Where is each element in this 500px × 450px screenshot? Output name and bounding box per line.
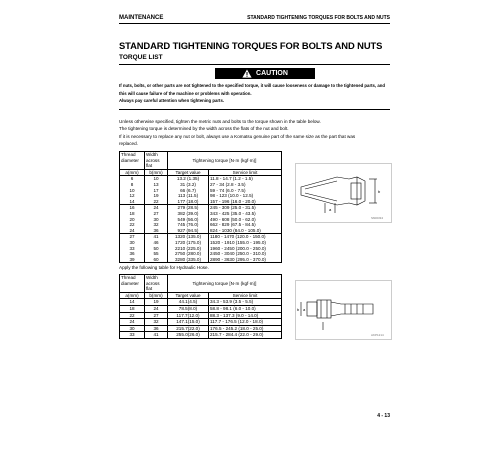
cell-a: 14 xyxy=(120,299,145,306)
cell-value: 10 xyxy=(153,176,159,182)
torque-table-bolts xyxy=(119,151,282,263)
cell-value: 2210 (225.0) xyxy=(174,245,202,251)
cell-value: 22 xyxy=(153,198,159,204)
col-torque-header: Tightening torque [N·m (kgf·m)] xyxy=(168,152,282,170)
unit-width: b(mm) xyxy=(145,169,168,176)
t1-group xyxy=(120,176,282,205)
caution-text xyxy=(119,82,391,105)
cell-value: 59 - 74 (6.0 - 7.5) xyxy=(210,187,246,193)
cell-a: 18 xyxy=(120,305,145,312)
cell-a xyxy=(120,205,145,234)
col-thread-header: Thread diameter xyxy=(120,152,145,170)
torque-table-hydraulic-hose xyxy=(119,274,282,339)
caution-rule xyxy=(119,109,390,110)
cell-value: 24 xyxy=(129,227,135,233)
figure-code: AKP1214 xyxy=(371,333,384,337)
cell-b: 32 xyxy=(145,319,168,326)
header-rule xyxy=(119,23,390,24)
caution-line: Always pay careful attention when tightening parts. xyxy=(119,98,225,104)
cell-value: 662 - 829 (67.5 - 84.5) xyxy=(210,222,256,228)
cell-value: 36 xyxy=(129,251,135,257)
unit-width: b(mm) xyxy=(145,292,168,299)
cell-s xyxy=(209,205,282,234)
cell-value: 30 xyxy=(129,239,135,245)
cell-a: 33 xyxy=(120,332,145,339)
cell-a xyxy=(120,234,145,263)
cell-value: 32 xyxy=(153,222,159,228)
t1-group xyxy=(120,205,282,234)
cell-value: 19 xyxy=(153,193,159,199)
cell-value: 927 (94.5) xyxy=(177,227,199,233)
cell-value: 824 - 1030 (84.0 - 105.0) xyxy=(210,227,261,233)
cell-value: 60 xyxy=(153,256,159,262)
cell-value: 46 xyxy=(153,239,159,245)
cell-a: 30 xyxy=(120,325,145,332)
cell-value: 16 xyxy=(129,205,135,211)
unit-thread: a(mm) xyxy=(120,292,145,299)
col-width-header: Width across flat xyxy=(145,275,168,293)
col-service-header: Service limit xyxy=(209,292,282,299)
cell-s: 34.3 - 53.9 (3.5 - 5.5) xyxy=(209,299,282,306)
col-width-header: Width across flat xyxy=(145,152,168,170)
dim-a-label: a xyxy=(329,207,332,212)
cell-b: 24 xyxy=(145,305,168,312)
intro-line: The tightening torque is determined by the width across the flats of the nut and bolt. xyxy=(119,126,289,132)
bolt-nut-figure xyxy=(295,163,392,223)
cell-t: 78.5(8.0) xyxy=(168,305,209,312)
cell-b xyxy=(145,205,168,234)
table-row xyxy=(120,305,282,312)
header-section: MAINTENANCE xyxy=(119,15,164,21)
cell-t xyxy=(168,205,209,234)
cell-value: 41 xyxy=(153,234,159,240)
cell-value: 157 - 196 (16.0 - 20.0) xyxy=(210,198,256,204)
cell-value: 17 xyxy=(153,187,159,193)
cell-value: 1320 (135.0) xyxy=(174,234,202,240)
cell-a xyxy=(120,176,145,205)
cell-value: 382 (39.0) xyxy=(177,210,199,216)
cell-value: 2450 - 3040 (250.0 - 310.0) xyxy=(210,251,266,257)
table-row xyxy=(120,325,282,332)
cell-b: 19 xyxy=(145,299,168,306)
dim-b-label: b xyxy=(297,307,300,312)
intro-text xyxy=(119,118,391,147)
dim-b-label: b xyxy=(378,189,381,194)
hydraulic-hose-figure xyxy=(295,280,392,340)
cell-value: 27 xyxy=(129,234,135,240)
intro-line: replaced. xyxy=(119,140,138,146)
table-row xyxy=(120,332,282,339)
cell-value: 11.8 - 14.7 (1.2 - 1.5) xyxy=(210,176,253,182)
section-subtitle: TORQUE LIST xyxy=(119,54,163,61)
unit-thread: a(mm) xyxy=(120,169,145,176)
hose-fitting-drawing xyxy=(301,300,373,330)
intro-line: Unless otherwise specified, tighten the metric nuts and bolts to the torque shown in the table below. xyxy=(119,119,321,124)
cell-value: 490 - 608 (50.0 - 62.0) xyxy=(210,216,256,222)
cell-value: 98 - 123 (10.0 - 12.5) xyxy=(210,193,254,199)
col-thread-header: Thread diameter xyxy=(120,275,145,293)
caution-line: this will cause failure of the machine or problems with operation. xyxy=(119,90,252,96)
cell-s: 215.7 - 284.4 (22.0 - 29.0) xyxy=(209,332,282,339)
cell-value: 1520 - 1910 (155.0 - 195.0) xyxy=(210,239,266,245)
caution-line: If nuts, bolts, or other parts are not tightened to the specified torque, it will cause looseness or damage to the tightened parts, and xyxy=(119,83,385,88)
cell-value: 33 xyxy=(129,245,135,251)
cell-value: 13.2 (1.35) xyxy=(176,176,200,182)
table-row xyxy=(120,205,282,234)
cell-value: 36 xyxy=(153,227,159,233)
cell-value: 27 xyxy=(153,210,159,216)
cell-value: 279 (28.5) xyxy=(177,205,199,211)
cell-value: 1720 (175.0) xyxy=(174,239,202,245)
dim-a-label: a xyxy=(303,307,306,312)
cell-b: 27 xyxy=(145,312,168,319)
cell-value: 549 (56.0) xyxy=(177,216,199,222)
cell-s: 176.5 - 245.2 (18.0 - 25.0) xyxy=(209,325,282,332)
cell-value: 27 - 34 (2.8 - 3.5) xyxy=(210,181,246,187)
table-row xyxy=(120,176,282,205)
cell-value: 113 (11.5) xyxy=(177,193,199,199)
page-number: 4 - 13 xyxy=(377,413,390,419)
cell-value: 8 xyxy=(130,181,134,187)
cell-value: 2890 - 3630 (295.0 - 370.0) xyxy=(210,256,266,262)
cell-value: 18 xyxy=(129,210,135,216)
cell-value: 30 xyxy=(153,216,159,222)
cell-t: 44.1(4.5) xyxy=(168,299,209,306)
cell-value: 1960 - 2450 (200.0 - 250.0) xyxy=(210,245,266,251)
cell-value: 31 (3.2) xyxy=(180,181,196,187)
apply-note: Apply the following table for Hydraulic Hose. xyxy=(119,265,209,270)
cell-t: 255.0(26.0) xyxy=(168,332,209,339)
cell-value: 6 xyxy=(130,176,134,182)
cell-value: 14 xyxy=(129,198,135,204)
cell-value: 66 (6.7) xyxy=(180,187,196,193)
cell-value: 50 xyxy=(153,245,159,251)
cell-s: 58.8 - 98.1 (6.0 - 10.0) xyxy=(209,305,282,312)
warning-triangle-icon xyxy=(242,69,252,78)
cell-s xyxy=(209,234,282,263)
table-row xyxy=(120,312,282,319)
cell-b xyxy=(145,234,168,263)
cell-value: 3280 (335.0) xyxy=(174,256,202,262)
t1-group xyxy=(120,234,282,263)
col-torque-header: Tightening torque [N·m (kgf·m)] xyxy=(168,275,282,293)
col-target-header: Target value xyxy=(168,169,209,176)
cell-value: 24 xyxy=(153,205,159,211)
cell-t xyxy=(168,176,209,205)
page-title: STANDARD TIGHTENING TORQUES FOR BOLTS AND NUTS xyxy=(119,40,383,51)
table-row xyxy=(120,299,282,306)
cell-b: 41 xyxy=(145,332,168,339)
cell-value: 343 - 425 (35.0 - 43.5) xyxy=(210,210,256,216)
cell-t: 147.1(15.0) xyxy=(168,319,209,326)
col-service-header: Service limit xyxy=(209,169,282,176)
cell-t: 215.7(22.0) xyxy=(168,325,209,332)
figure-code: S600334 xyxy=(371,216,384,220)
cell-value: 20 xyxy=(129,216,135,222)
subtitle-rule xyxy=(119,64,390,65)
caution-label: CAUTION xyxy=(256,70,288,77)
cell-value: 10 xyxy=(129,187,135,193)
t2-body xyxy=(120,299,282,339)
cell-a: 24 xyxy=(120,319,145,326)
cell-t xyxy=(168,234,209,263)
col-target-header: Target value xyxy=(168,292,209,299)
cell-value: 12 xyxy=(129,193,135,199)
table-row xyxy=(120,234,282,263)
cell-a: 22 xyxy=(120,312,145,319)
cell-value: 177 (18.0) xyxy=(177,198,199,204)
caution-banner xyxy=(215,68,315,79)
cell-s: 88.3 - 137.3 (9.0 - 14.0) xyxy=(209,312,282,319)
header-topic: STANDARD TIGHTENING TORQUES FOR BOLTS AND NUTS xyxy=(247,15,390,21)
cell-value: 1180 - 1470 (120.0 - 150.0) xyxy=(210,234,266,240)
cell-value: 13 xyxy=(153,181,159,187)
cell-value: 745 (76.0) xyxy=(177,222,199,228)
table-row xyxy=(120,319,282,326)
intro-line: If it is necessary to replace any nut or bolt, always use a Komatsu genuine part of the same size as the part that was xyxy=(119,133,356,139)
cell-value: 22 xyxy=(129,222,135,228)
cell-t: 117.7(12.0) xyxy=(168,312,209,319)
cell-b xyxy=(145,176,168,205)
cell-s: 117.7 - 176.5 (12.0 - 18.0) xyxy=(209,319,282,326)
cell-value: 245 - 309 (25.0 - 31.5) xyxy=(210,205,256,211)
cell-value: 2750 (280.0) xyxy=(174,251,202,257)
cell-value: 39 xyxy=(129,256,135,262)
cell-b: 36 xyxy=(145,325,168,332)
cell-value: 55 xyxy=(153,251,159,257)
cell-s xyxy=(209,176,282,205)
bolt-drawing xyxy=(301,177,377,213)
